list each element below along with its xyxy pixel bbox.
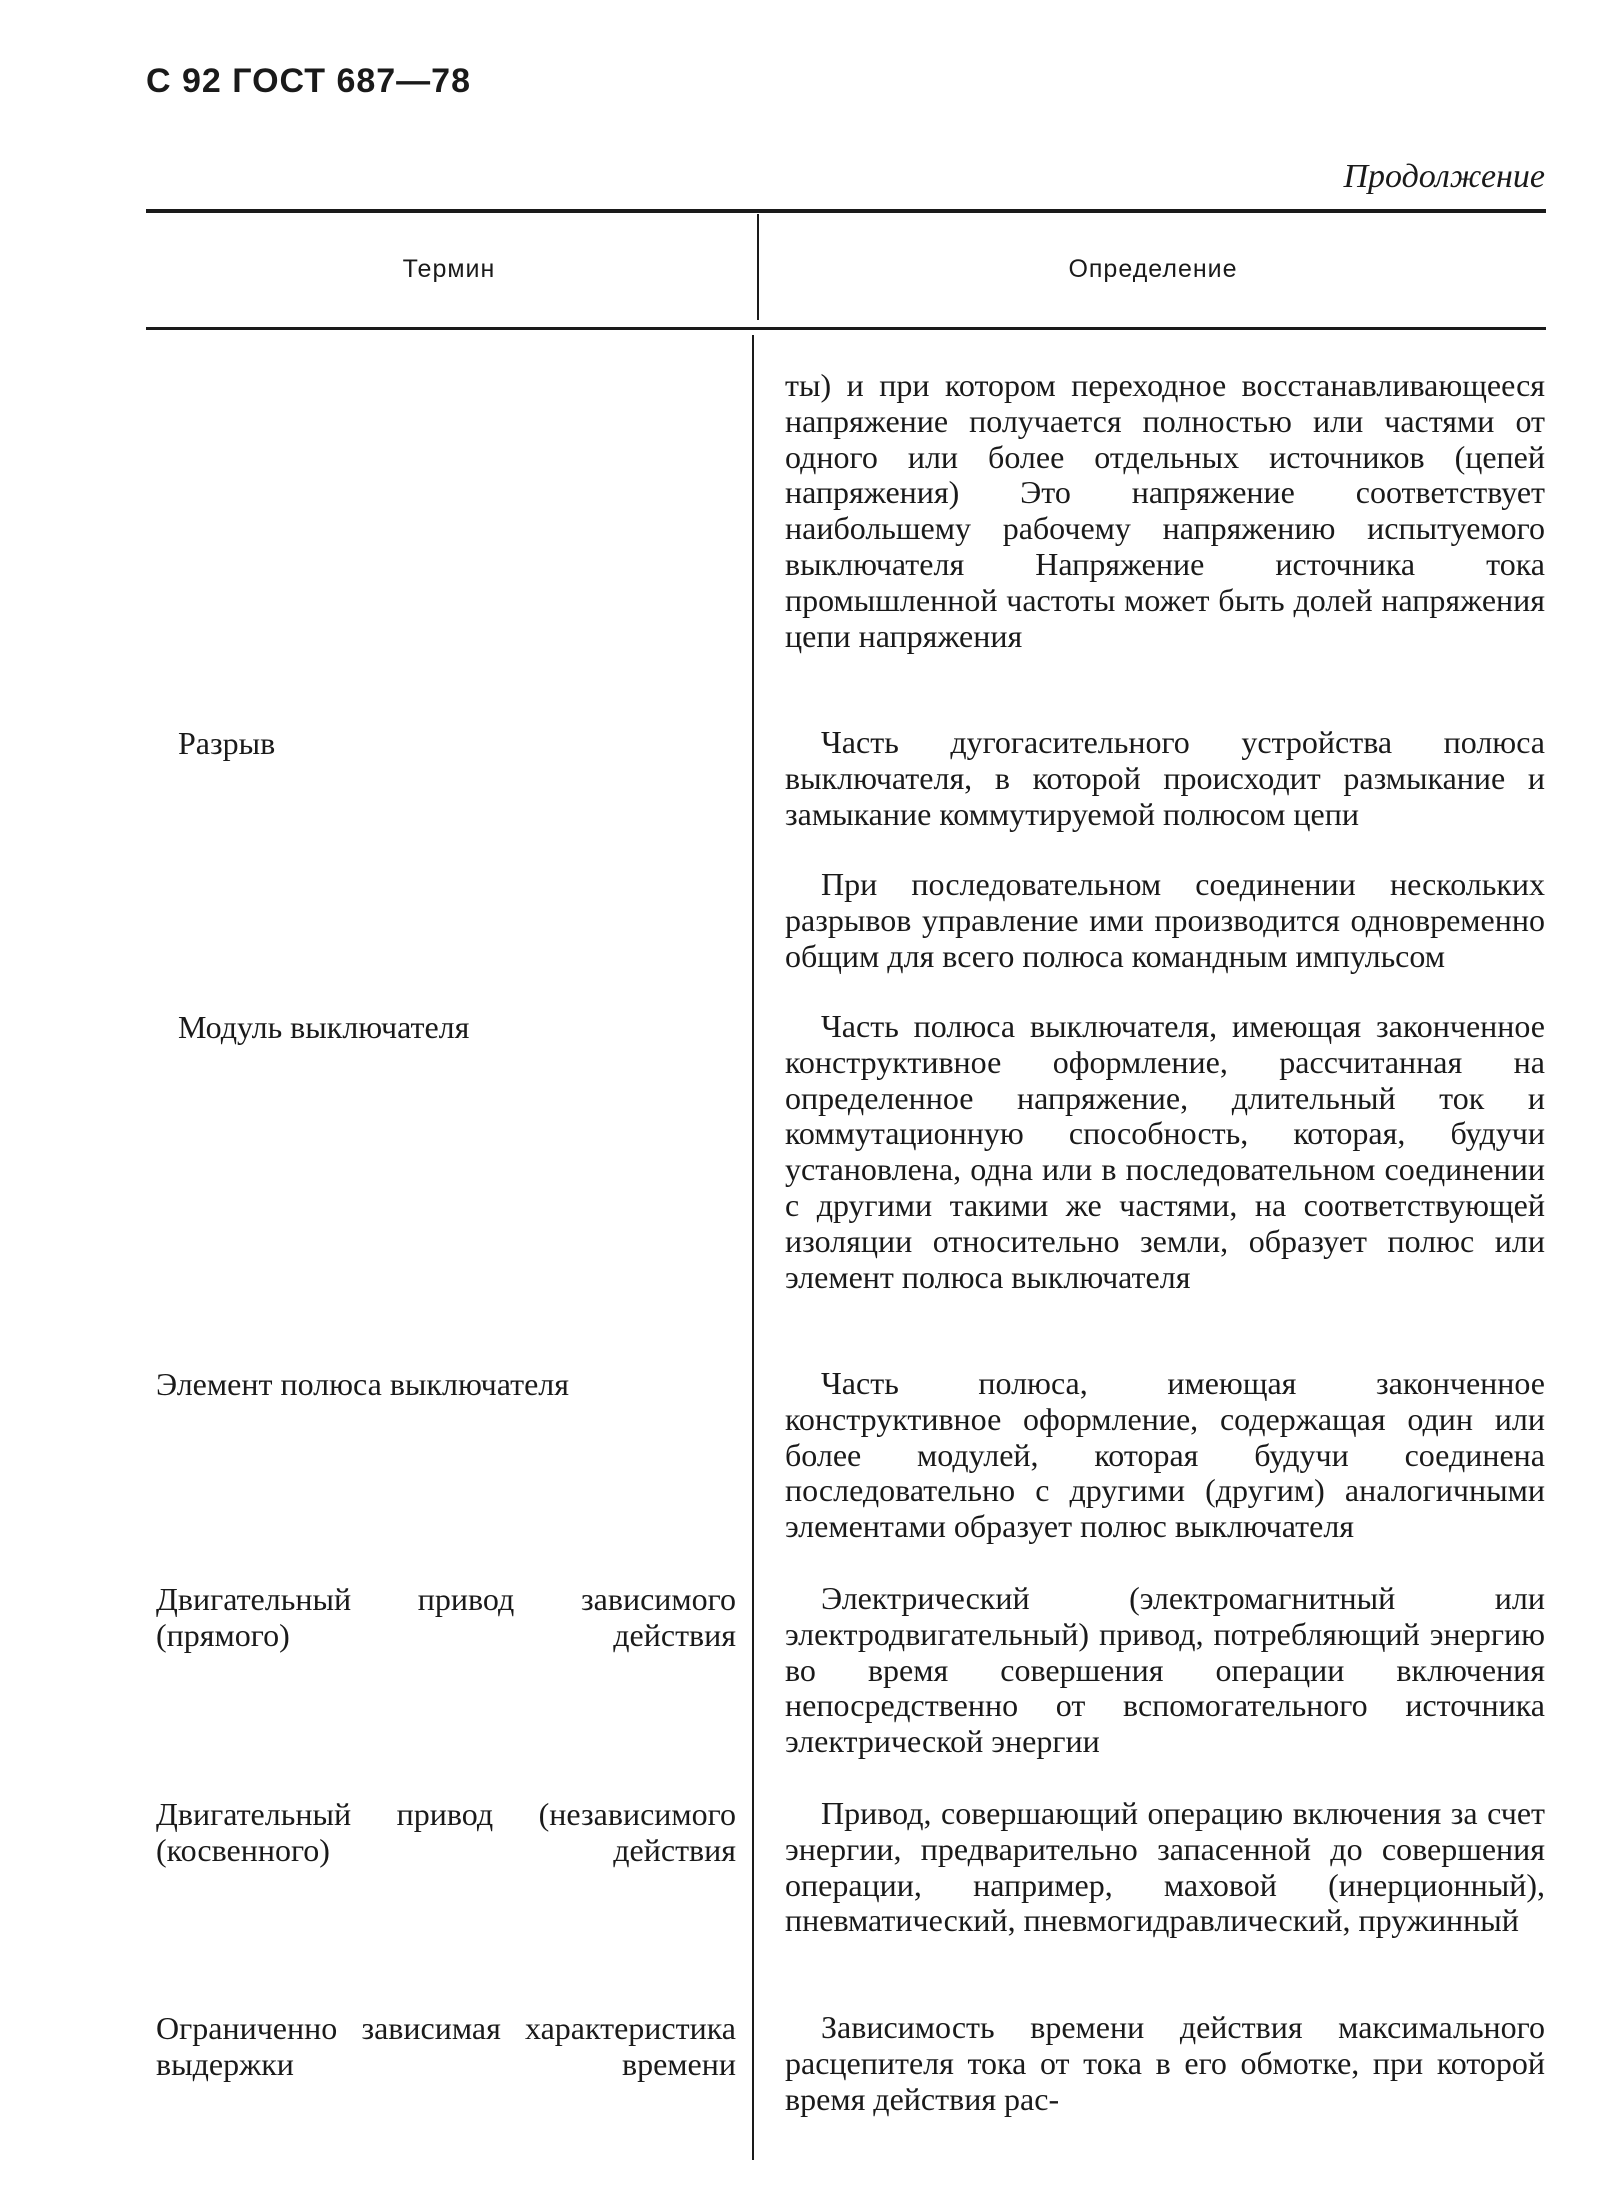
term-text: Двигательный привод зависимого (прямого) действия [156,1581,736,1653]
table-header-rule [146,327,1546,330]
term-text: Двигательный привод (независимого (косвенного) действия [156,1796,736,1868]
definition-text: ты) и при котором переходное восстанавливающееся напряжение получается полностью или частями от одного или более отдельных источников (цепей напряжения) Это напряжение соответствует наибольшему рабочему напряжению испытуемого выключателя Напряжение источника тока промышленной частоты может быть долей напряжения цепи напряжения [785,367,1545,654]
definition-text: Зависимость времени действия максимального расцепителя тока от тока в его обмотке, при которой время действия рас- [785,2009,1545,2117]
table-top-rule [146,209,1546,213]
definition-text: Привод, совершающий операцию включения за счет энергии, предварительно запасенной до совершения операции, например, маховой (инерционный), пневматический, пневмогидравлический, пружинный [785,1795,1545,1939]
definition-text: Электрический (электромагнитный или электродвигательный) привод, потребляющий энергию во время совершения операции включения непосредственно от вспомогательного источника электрической энергии [785,1580,1545,1760]
term-text: Элемент полюса выключателя [156,1366,569,1402]
term-text: Ограниченно зависимая характеристика выдержки времени [156,2010,736,2082]
header-column-divider [757,214,759,320]
column-header-definition: Определение [1068,255,1238,283]
definition-text: Часть полюса, имеющая законченное конструктивное оформление, содержащая один или более модулей, которая будучи соединена последовательно с другими (другим) аналогичными элементами образует полюс выключателя [785,1365,1545,1545]
body-column-divider [752,335,754,2160]
definition-text: При последовательном соединении нескольких разрывов управление ими производится одновременно общим для всего полюса командным импульсом [785,866,1545,974]
definition-text: Часть дугогасительного устройства полюса выключателя, в которой происходит размыкание и замыкание коммутируемой полюсом цепи [785,724,1545,832]
definition-text: Часть полюса выключателя, имеющая законченное конструктивное оформление, рассчитанная на определенное напряжение, длительный ток и коммутационную способность, которая, будучи установлена, одна или в последовательном соединении с другими такими же частями, на соответствующей изоляции относительно земли, образует полюс или элемент полюса выключателя [785,1008,1545,1295]
term-text: Разрыв [178,725,276,761]
page-header: С 92 ГОСТ 687—78 [146,62,472,100]
continuation-label: Продолжение [1343,158,1545,195]
column-header-term: Термин [402,255,496,283]
term-text: Модуль выключателя [178,1009,470,1045]
